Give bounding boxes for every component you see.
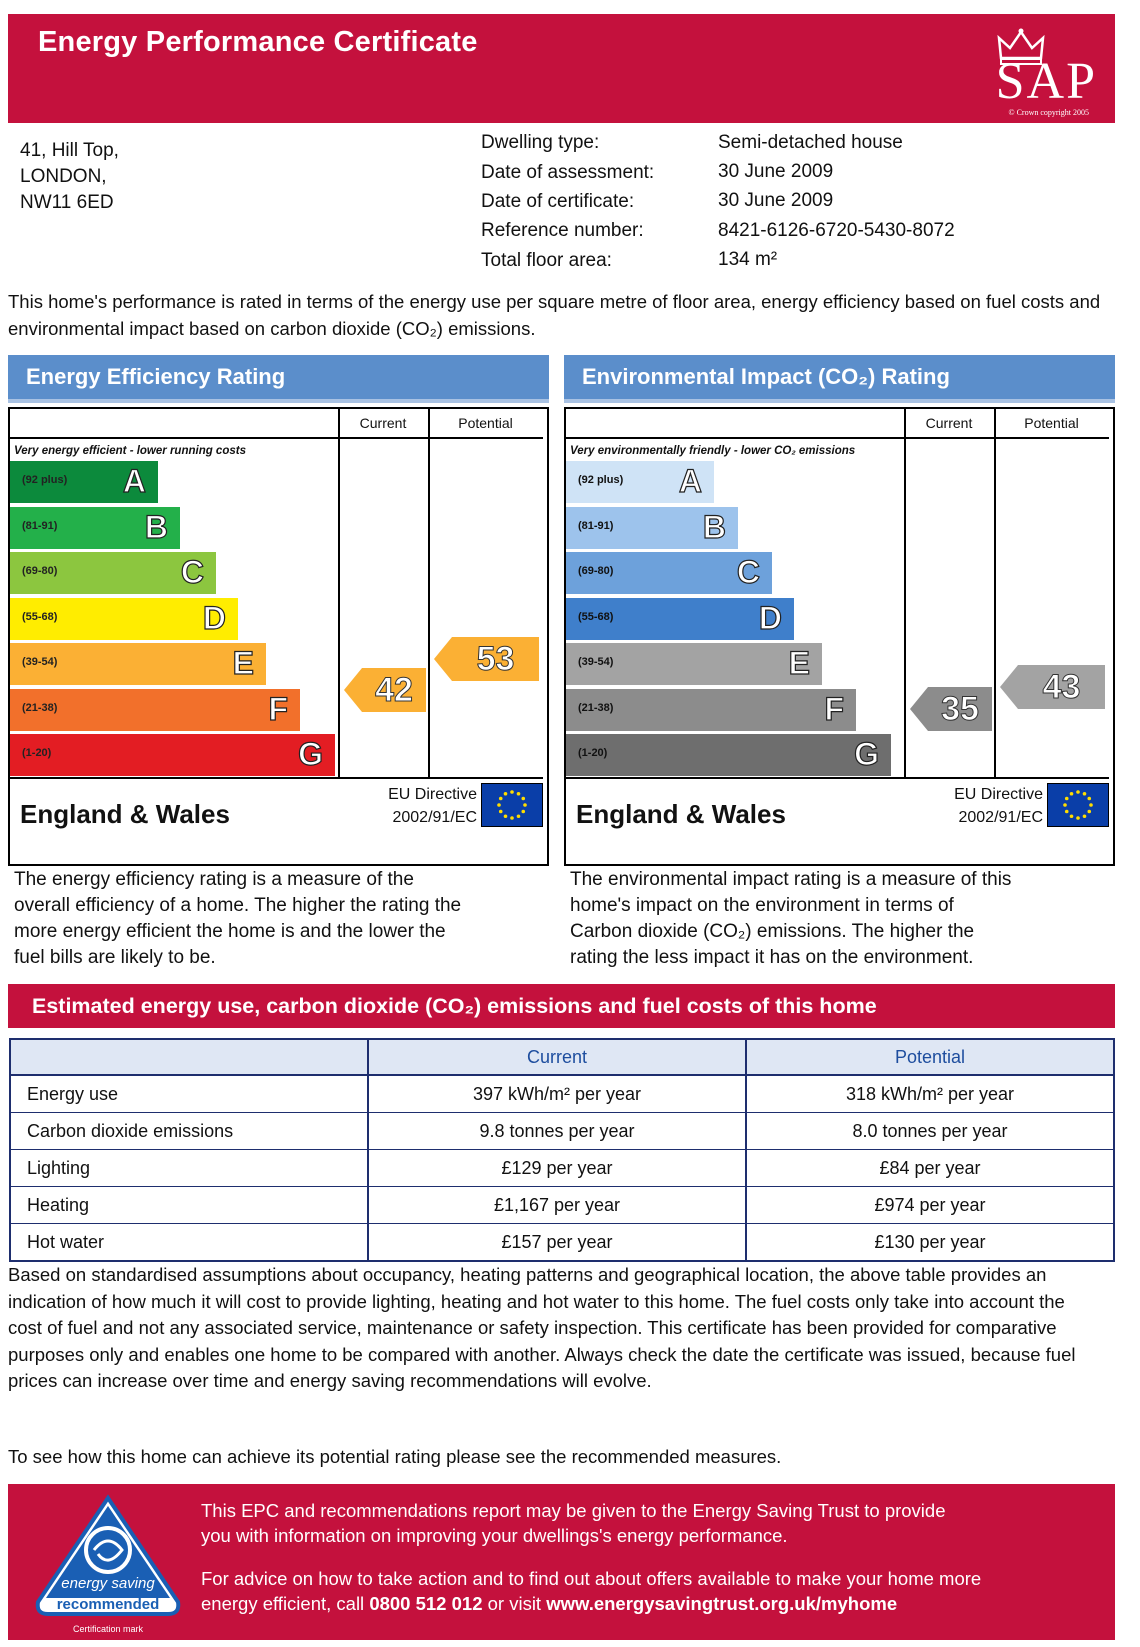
top-note: Very energy efficient - lower running costs — [14, 445, 246, 457]
band-letter: G — [854, 736, 879, 772]
potential-column-divider — [428, 409, 430, 777]
eu-star — [1070, 814, 1074, 818]
band-letter: B — [144, 508, 168, 545]
current-rating-arrow-tip — [910, 687, 928, 731]
eu-star — [523, 803, 527, 807]
assessment-date-value: 30 June 2009 — [718, 161, 834, 182]
region-label: England & Wales — [20, 799, 230, 829]
rating-band-g — [10, 734, 335, 776]
eu-star — [1083, 792, 1087, 796]
logo-certification-mark: Certification mark — [72, 1624, 144, 1634]
chart-bottom-divider — [566, 777, 1109, 779]
band-letter: F — [268, 690, 288, 727]
intro-paragraph: This home's performance is rated in terms of the energy use per square metre of floor area, energy efficiency based on fuel costs and environmental impact based on carbon dioxide (CO₂) emissions. — [8, 291, 1101, 339]
eu-star — [510, 790, 514, 794]
band-range-label: (81-91) — [578, 519, 614, 532]
band-range-label: (69-80) — [578, 565, 614, 577]
eu-star — [497, 803, 501, 807]
estimate-row — [10, 1113, 1114, 1150]
eu-star — [517, 814, 521, 818]
estimate-row-label: Energy use — [10, 1075, 368, 1113]
eu-star — [1063, 803, 1067, 807]
potential-column-header: Potential — [458, 415, 513, 431]
environment-rating-chart — [564, 407, 1115, 866]
eu-directive-line-2: 2002/91/EC — [958, 809, 1043, 826]
estimate-header-blank — [10, 1039, 368, 1075]
eu-star — [1065, 810, 1069, 814]
estimate-row — [10, 1187, 1114, 1224]
environment-description-line: home's impact on the environment in terms of — [570, 895, 954, 916]
estimate-header-potential: Potential — [746, 1039, 1114, 1075]
band-letter: G — [298, 736, 323, 772]
rating-band-c — [10, 552, 216, 594]
potential-rating-arrow-tip — [434, 637, 452, 681]
current-rating-arrow-tip — [344, 668, 362, 712]
footer-line-4-text-2: or visit — [482, 1593, 547, 1614]
assumptions-paragraph: Based on standardised assumptions about occupancy, heating patterns and geographical location, the above table provides an indication of how much it will cost to provide lighting, heating and hot water to this home. The fuel costs only take into account the cost of fuel and not any associated service, maintenance or safety inspection. This certificate has been provided for comparative purposes only and enables one home to be compared with another. Always check the date the certificate was issued, because fuel prices can increase over time and energy saving recommendations will evolve. — [8, 1264, 1076, 1391]
eu-star — [1087, 797, 1091, 801]
potential-rating-arrow-value: 43 — [1018, 665, 1105, 709]
assessment-date-label: Date of assessment: — [481, 162, 655, 183]
band-letter: D — [202, 599, 226, 636]
estimate-row-label: Lighting — [10, 1150, 368, 1187]
estimate-table — [9, 1038, 1115, 1262]
estimate-row-label: Carbon dioxide emissions — [10, 1113, 368, 1150]
eu-stars-icon — [1048, 784, 1108, 826]
estimate-row-potential: 8.0 tonnes per year — [746, 1113, 1114, 1150]
estimate-row-potential: 318 kWh/m² per year — [746, 1075, 1114, 1113]
band-range-label: (92 plus) — [22, 474, 68, 486]
environment-panel-title: Environmental Impact (CO₂) Rating — [564, 355, 1115, 403]
chart-header-divider — [10, 437, 543, 439]
potential-rating-arrow-value: 53 — [452, 637, 539, 681]
current-column-header: Current — [925, 415, 973, 431]
eu-directive-line-1: EU Directive — [954, 786, 1043, 803]
rating-band-b — [10, 507, 180, 549]
estimate-row-label: Heating — [10, 1187, 368, 1224]
eu-star — [1070, 792, 1074, 796]
phone-number: 0800 512 012 — [369, 1593, 483, 1614]
estimate-row-current: £157 per year — [368, 1224, 746, 1262]
rating-band-f — [566, 689, 856, 731]
potential-note: To see how this home can achieve its potential rating please see the recommended measures. — [8, 1446, 782, 1467]
eu-star — [1076, 816, 1080, 820]
eu-directive-line-1: EU Directive — [388, 786, 477, 803]
dwelling-type-label: Dwelling type: — [481, 132, 600, 153]
footer-line-4 — [201, 1591, 897, 1616]
region-label: England & Wales — [576, 799, 786, 829]
eu-star — [1076, 790, 1080, 794]
eu-star — [499, 810, 503, 814]
band-letter: B — [702, 508, 726, 545]
current-rating-arrow — [344, 668, 426, 712]
rating-band-b — [566, 507, 738, 549]
reference-number-label: Reference number: — [481, 220, 644, 241]
dwelling-type-value: Semi-detached house — [718, 132, 903, 153]
band-range-label: (1-20) — [578, 747, 608, 759]
band-range-label: (55-68) — [578, 610, 614, 623]
footer-line-1: This EPC and recommendations report may be given to the Energy Saving Trust to provide — [201, 1500, 946, 1521]
band-letter: C — [180, 554, 204, 590]
eu-star — [499, 797, 503, 801]
address-line-1: 41, Hill Top, — [20, 140, 119, 161]
eu-directive-line-2: 2002/91/EC — [392, 809, 477, 826]
rating-band-a — [10, 461, 158, 503]
band-letter: E — [788, 645, 810, 681]
logo-word-recommended: recommended — [56, 1596, 160, 1613]
footer-line-2: you with information on improving your dwellings's energy performance. — [201, 1525, 788, 1546]
rating-band-g — [566, 734, 891, 776]
sap-logo-text: SAP — [995, 53, 1097, 110]
chart-header-divider — [566, 437, 1109, 439]
estimate-header-current: Current — [368, 1039, 746, 1075]
band-letter: C — [736, 554, 760, 590]
band-letter: A — [122, 463, 146, 499]
environment-description-line: Carbon dioxide (CO₂) emissions. The higher the — [570, 921, 975, 942]
footer-line-3: For advice on how to take action and to find out about offers available to make your home more — [201, 1568, 982, 1589]
eu-directive-label — [954, 783, 1043, 829]
estimate-row-potential: £130 per year — [746, 1224, 1114, 1262]
eu-flag-icon — [481, 783, 543, 827]
sap-logo — [931, 20, 1101, 120]
potential-rating-arrow-tip — [1000, 665, 1018, 709]
environment-description — [570, 867, 1011, 971]
certificate-header — [8, 14, 1115, 123]
eu-star — [517, 792, 521, 796]
efficiency-description-line: The energy efficiency rating is a measure of the — [14, 869, 414, 890]
band-range-label: (1-20) — [22, 747, 52, 759]
eu-star — [504, 792, 508, 796]
estimate-row — [10, 1075, 1114, 1113]
page-title: Energy Performance Certificate — [38, 26, 478, 58]
floor-area-label: Total floor area: — [481, 250, 612, 271]
estimate-table-header — [10, 1039, 1114, 1075]
estimate-row-potential: £974 per year — [746, 1187, 1114, 1224]
eu-star — [1083, 814, 1087, 818]
potential-rating-arrow — [434, 637, 539, 681]
potential-column-divider — [994, 409, 996, 777]
current-column-divider — [904, 409, 906, 777]
band-letter: A — [678, 463, 702, 499]
eu-stars-icon — [482, 784, 542, 826]
rating-band-e — [10, 643, 266, 685]
estimate-row — [10, 1150, 1114, 1187]
certificate-date-value: 30 June 2009 — [718, 190, 834, 211]
energy-saving-recommended-logo — [28, 1492, 188, 1637]
rating-band-d — [10, 598, 238, 640]
address-line-3: NW11 6ED — [20, 192, 114, 213]
estimate-section-title: Estimated energy use, carbon dioxide (CO₂) emissions and fuel costs of this home — [8, 984, 1115, 1028]
estimate-row-label: Hot water — [10, 1224, 368, 1262]
band-letter: F — [824, 690, 844, 727]
band-letter: D — [758, 599, 782, 636]
estimate-row-current: £1,167 per year — [368, 1187, 746, 1224]
floor-area-value: 134 m² — [718, 249, 778, 270]
estimate-row — [10, 1224, 1114, 1262]
band-range-label: (21-38) — [22, 701, 58, 714]
current-rating-arrow-value: 35 — [928, 687, 992, 731]
current-rating-arrow — [910, 687, 992, 731]
top-note: Very environmentally friendly - lower CO₂ emissions — [570, 445, 856, 457]
sap-logo-copyright: © Crown copyright 2005 — [1008, 108, 1089, 117]
address-line-2: LONDON, — [20, 166, 107, 187]
band-range-label: (81-91) — [22, 519, 58, 532]
efficiency-description-line: fuel bills are likely to be. — [14, 947, 216, 968]
efficiency-description-line: more energy efficient the home is and the lower the — [14, 921, 446, 942]
estimate-row-current: 397 kWh/m² per year — [368, 1075, 746, 1113]
potential-rating-arrow — [1000, 665, 1105, 709]
reference-number-value: 8421-6126-6720-5430-8072 — [718, 220, 955, 241]
efficiency-panel-title: Energy Efficiency Rating — [8, 355, 549, 403]
band-range-label: (69-80) — [22, 565, 58, 577]
chart-bottom-divider — [10, 777, 543, 779]
estimate-row-current: £129 per year — [368, 1150, 746, 1187]
eu-star — [504, 814, 508, 818]
efficiency-description-line: overall efficiency of a home. The higher the rating the — [14, 895, 462, 916]
eu-star — [521, 797, 525, 801]
eu-star — [1087, 810, 1091, 814]
eu-star — [1089, 803, 1093, 807]
certificate-date-label: Date of certificate: — [481, 191, 635, 212]
rating-band-f — [10, 689, 300, 731]
band-range-label: (92 plus) — [578, 474, 624, 486]
current-rating-arrow-value: 42 — [362, 668, 426, 712]
eu-star — [521, 810, 525, 814]
efficiency-description — [14, 867, 461, 971]
environment-description-line: The environmental impact rating is a measure of this — [570, 869, 1012, 890]
band-range-label: (55-68) — [22, 610, 58, 623]
band-letter: E — [232, 645, 254, 681]
efficiency-rating-chart — [8, 407, 549, 866]
potential-column-header: Potential — [1024, 415, 1079, 431]
current-column-header: Current — [359, 415, 407, 431]
eu-flag-icon — [1047, 783, 1109, 827]
band-range-label: (39-54) — [578, 656, 614, 668]
band-range-label: (21-38) — [578, 701, 614, 714]
footer-banner — [8, 1484, 1115, 1640]
eu-star — [1065, 797, 1069, 801]
rating-band-e — [566, 643, 822, 685]
logo-word-energy-saving: energy saving — [61, 1575, 155, 1592]
rating-band-c — [566, 552, 772, 594]
eu-star — [510, 816, 514, 820]
rating-band-d — [566, 598, 794, 640]
website-link[interactable]: www.energysavingtrust.org.uk/myhome — [546, 1593, 898, 1614]
band-range-label: (39-54) — [22, 656, 58, 668]
estimate-row-current: 9.8 tonnes per year — [368, 1113, 746, 1150]
environment-description-line: rating the less impact it has on the environment. — [570, 947, 974, 968]
current-column-divider — [338, 409, 340, 777]
eu-directive-label — [388, 783, 477, 829]
footer-line-4-text: energy efficient, call — [201, 1593, 370, 1614]
estimate-row-potential: £84 per year — [746, 1150, 1114, 1187]
rating-band-a — [566, 461, 714, 503]
